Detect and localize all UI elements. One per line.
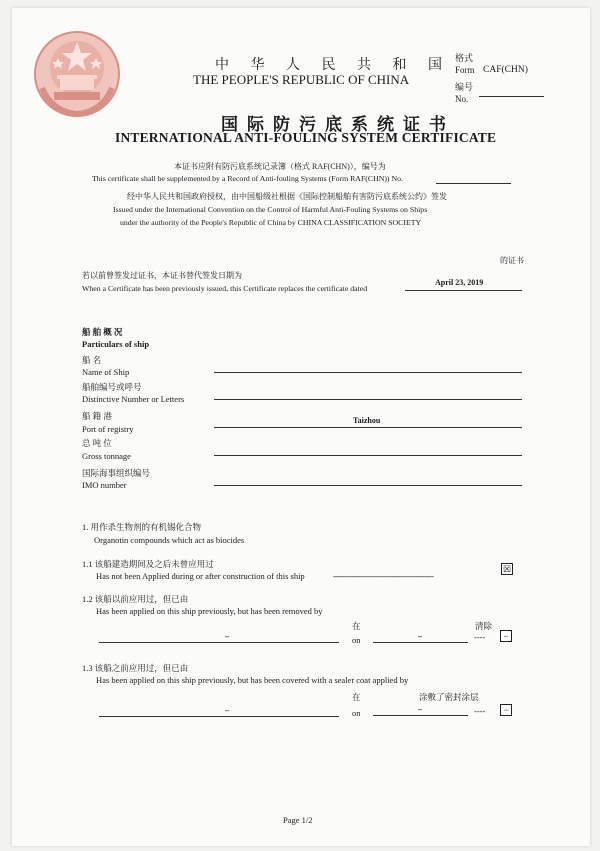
page-number: Page 1/2 (283, 815, 313, 825)
item11-checkbox[interactable]: ☒ (502, 564, 512, 574)
imo-label-en: IMO number (82, 480, 127, 490)
section1-heading-cn: 1. 用作杀生物剂的有机锡化合物 (82, 522, 202, 532)
item13-on: on (352, 708, 361, 718)
gross-label-en: Gross tonnage (82, 451, 131, 461)
certificate-page (12, 8, 590, 846)
ship-name-label-cn: 船 名 (82, 355, 102, 365)
item13-cn: 1.3 该船之前应用过，但已由 (82, 663, 189, 673)
item12-by-line (99, 642, 339, 643)
replaces-cn-right: 的证书 (500, 256, 524, 265)
replaces-cn-left: 若以前曾签发过证书，本证书替代签发日期为 (82, 271, 242, 280)
item12-date-line (373, 642, 468, 643)
form-label-cn: 格式 (455, 53, 474, 63)
item13-date-line (373, 715, 468, 716)
gross-label-cn: 总 吨 位 (82, 438, 112, 448)
item12-tail-dash: ---- (474, 632, 486, 642)
gross-line (214, 455, 522, 456)
item13-date-value: – (418, 705, 422, 714)
port-label-cn: 船 籍 港 (82, 411, 112, 421)
item13-by-value: – (225, 706, 229, 715)
distinctive-label-en: Distinctive Number or Letters (82, 394, 185, 404)
item12-checkbox[interactable]: − (500, 630, 512, 642)
port-line (214, 427, 522, 428)
item13-tail-dash: ---- (474, 706, 486, 716)
replaces-date: April 23, 2019 (435, 278, 484, 287)
replaces-date-line (405, 290, 522, 291)
supplement-en: This certificate shall be supplemented by a Record of Anti-fouling Systems (Form RAF(CHN)) No. (92, 174, 403, 183)
item12-zai: 在 (352, 621, 361, 631)
imo-label-cn: 国际海事组织编号 (82, 468, 151, 478)
item13-zai: 在 (352, 692, 361, 702)
no-label-cn: 编号 (455, 82, 474, 92)
form-label-en: Form (455, 65, 475, 75)
item11-dash-leader: --------------------------------------------- (333, 571, 434, 581)
ship-name-line (214, 372, 522, 373)
item13-en: Has been applied on this ship previously, but has been covered with a sealer coat applied by (96, 675, 409, 685)
item12-by-value: – (225, 632, 229, 641)
item13-checkbox[interactable]: − (500, 704, 512, 716)
item12-date-value: – (418, 632, 422, 641)
national-emblem-icon (32, 28, 122, 120)
no-field-line (479, 96, 544, 97)
port-value: Taizhou (353, 416, 381, 425)
form-value: CAF(CHN) (483, 65, 528, 75)
particulars-heading-cn: 船 舶 概 况 (82, 327, 123, 337)
item13-by-line (99, 716, 339, 717)
country-cn: 中 华 人 民 共 和 国 (215, 58, 451, 73)
distinctive-line (214, 399, 522, 400)
particulars-heading-en: Particulars of ship (82, 339, 150, 349)
imo-line (214, 485, 522, 486)
issued-cn: 经中华人民共和国政府授权，由中国船级社根据《国际控制船舶有害防污底系统公约》签发 (127, 192, 447, 201)
item11-en: Has not been Applied during or after construction of this ship (96, 571, 305, 581)
item12-cn: 1.2 该船以前应用过，但已由 (82, 594, 189, 604)
ship-name-label-en: Name of Ship (82, 367, 130, 377)
distinctive-label-cn: 船舶编号或呼号 (82, 382, 142, 392)
record-no-line (436, 183, 511, 184)
item12-qingchu: 清除 (475, 621, 493, 631)
supplement-cn: 本证书应附有防污底系统记录簿（格式 RAF(CHN)），编号为 (174, 162, 386, 171)
no-label-en: No. (455, 94, 469, 104)
item12-en: Has been applied on this ship previously, but has been removed by (96, 606, 323, 616)
title-en: INTERNATIONAL ANTI-FOULING SYSTEM CERTIFICATE (115, 130, 497, 145)
port-label-en: Port of registry (82, 424, 134, 434)
item11-cn: 1.1 该船建造期间及之后未曾应用过 (82, 559, 214, 569)
replaces-en: When a Certificate has been previously issued, this Certificate replaces the certificate dated (82, 284, 368, 293)
title-cn: 国际防污底系统证书 (221, 115, 455, 134)
country-en: THE PEOPLE'S REPUBLIC OF CHINA (193, 72, 410, 87)
issued-en-2: under the authority of the People's Republic of China by CHINA CLASSIFICATION SOCIETY (120, 218, 422, 227)
item13-sealer-cn: 涂敷了密封涂层 (419, 692, 479, 702)
issued-en-1: Issued under the International Convention on the Control of Harmful Anti-Fouling Systems on Ships (113, 205, 428, 214)
section1-heading-en: Organotin compounds which act as biocides (94, 535, 245, 545)
item12-on: on (352, 635, 361, 645)
